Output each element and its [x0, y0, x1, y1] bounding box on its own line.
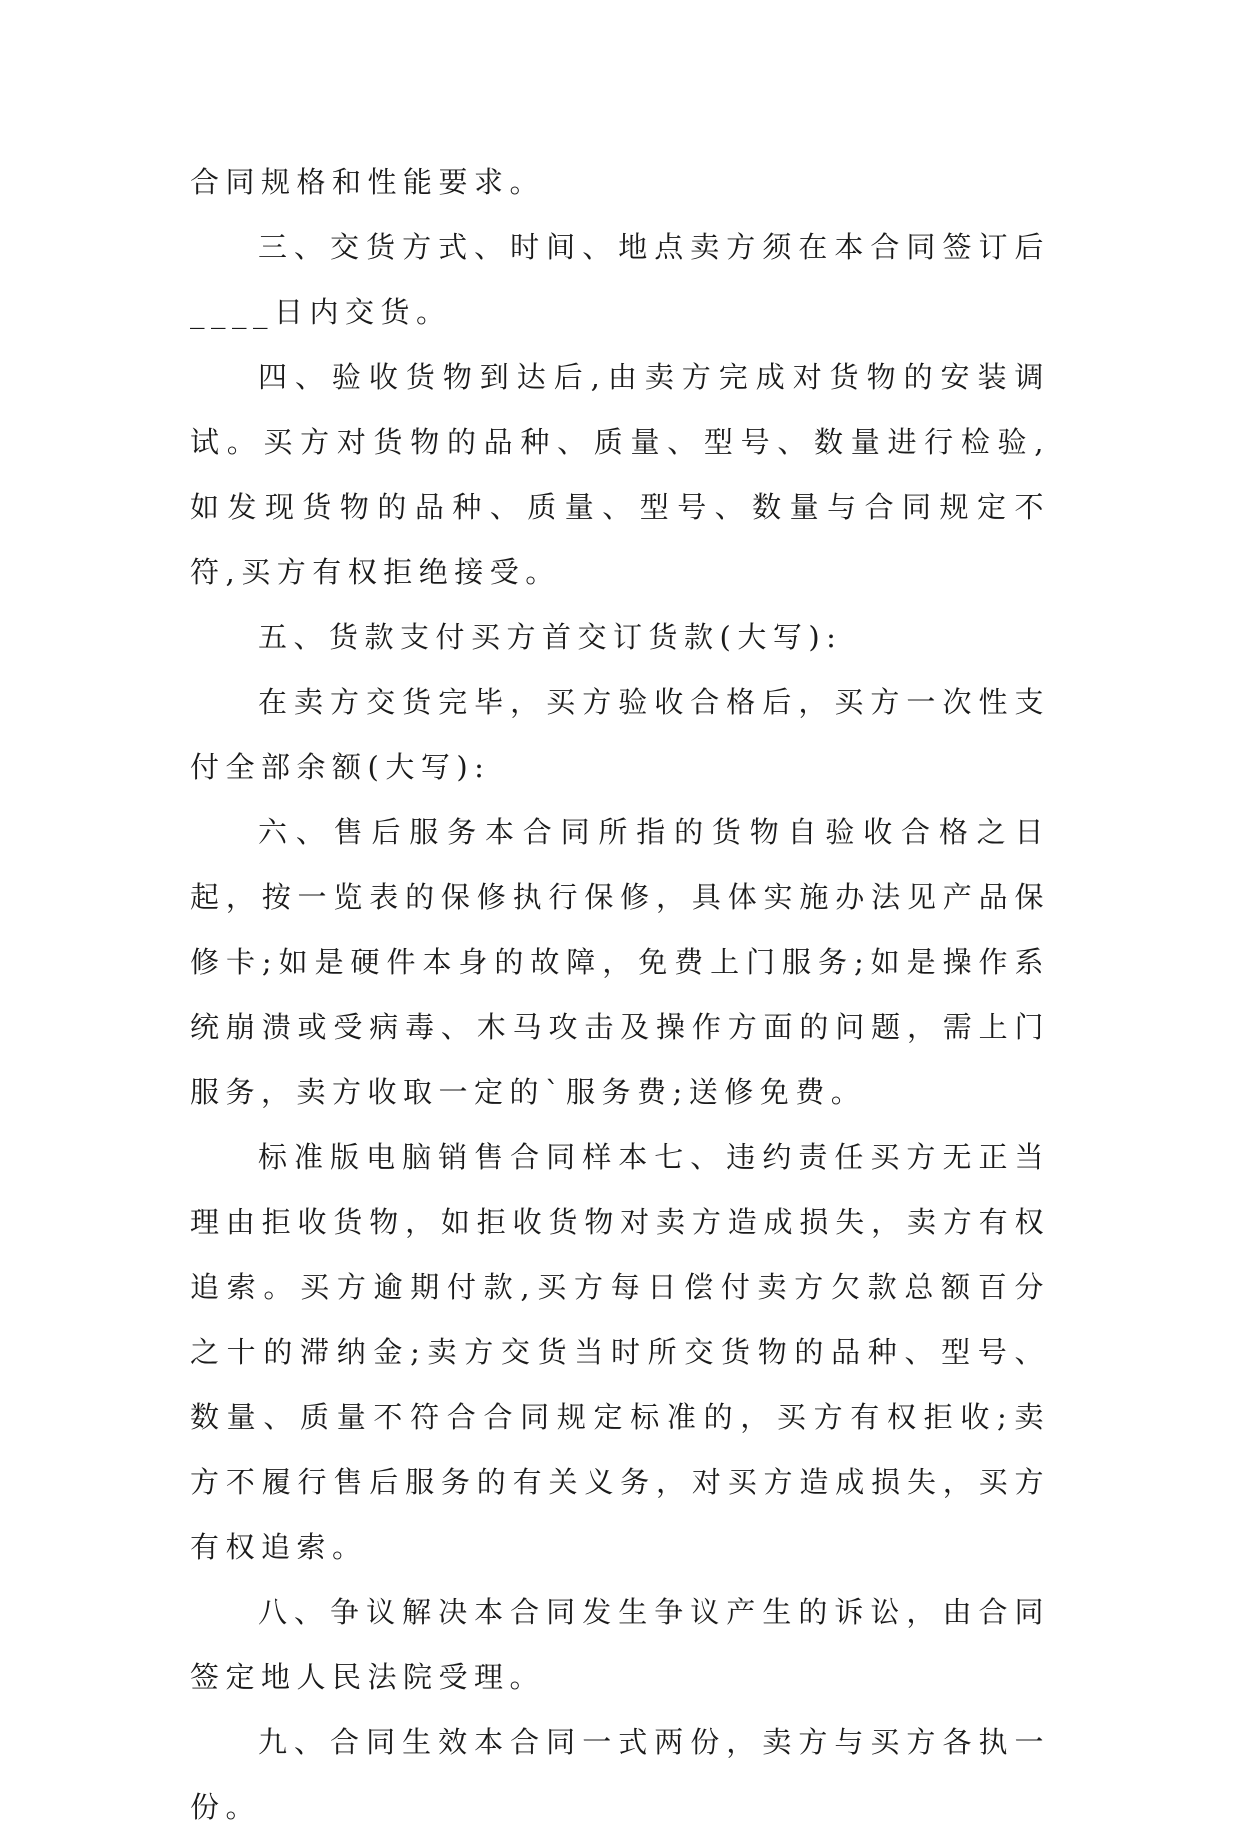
paragraph-dispute-resolution: 八、争议解决本合同发生争议产生的诉讼，由合同签定地人民法院受理。	[190, 1595, 1050, 1694]
paragraph-payment-deposit: 五、货款支付买方首交订货款(大写):	[258, 620, 843, 654]
paragraph-effectiveness: 九、合同生效本合同一式两份，卖方与买方各执一份。	[190, 1725, 1050, 1824]
paragraph-breach-liability: 标准版电脑销售合同样本七、违约责任买方无正当理由拒收货物，如拒收货物对卖方造成损失，卖方有权追索。买方逾期付款,买方每日偿付卖方欠款总额百分之十的滞纳金;卖方交货当时所交货物的品种、型号、数量、质量不符合合同规定标准的，买方有权拒收;卖方不履行售后服务的有关义务，对买方造成损失，买方有权追索。	[190, 1140, 1050, 1564]
paragraph-payment-balance: 在卖方交货完毕，买方验收合格后，买方一次性支付全部余额(大写):	[190, 685, 1050, 784]
paragraph-delivery: 三、交货方式、时间、地点卖方须在本合同签订后____日内交货。	[190, 230, 1050, 329]
paragraph-spec-requirements: 合同规格和性能要求。	[190, 165, 546, 199]
paragraph-after-sales: 六、售后服务本合同所指的货物自验收合格之日起，按一览表的保修执行保修，具体实施办法见产品保修卡;如是硬件本身的故障，免费上门服务;如是操作系统崩溃或受病毒、木马攻击及操作方面的问题，需上门服务，卖方收取一定的`服务费;送修免费。	[190, 815, 1050, 1109]
document-body	[190, 150, 1050, 1840]
paragraph-acceptance: 四、验收货物到达后,由卖方完成对货物的安装调试。买方对货物的品种、质量、型号、数量进行检验,如发现货物的品种、质量、型号、数量与合同规定不符,买方有权拒绝接受。	[190, 360, 1050, 589]
